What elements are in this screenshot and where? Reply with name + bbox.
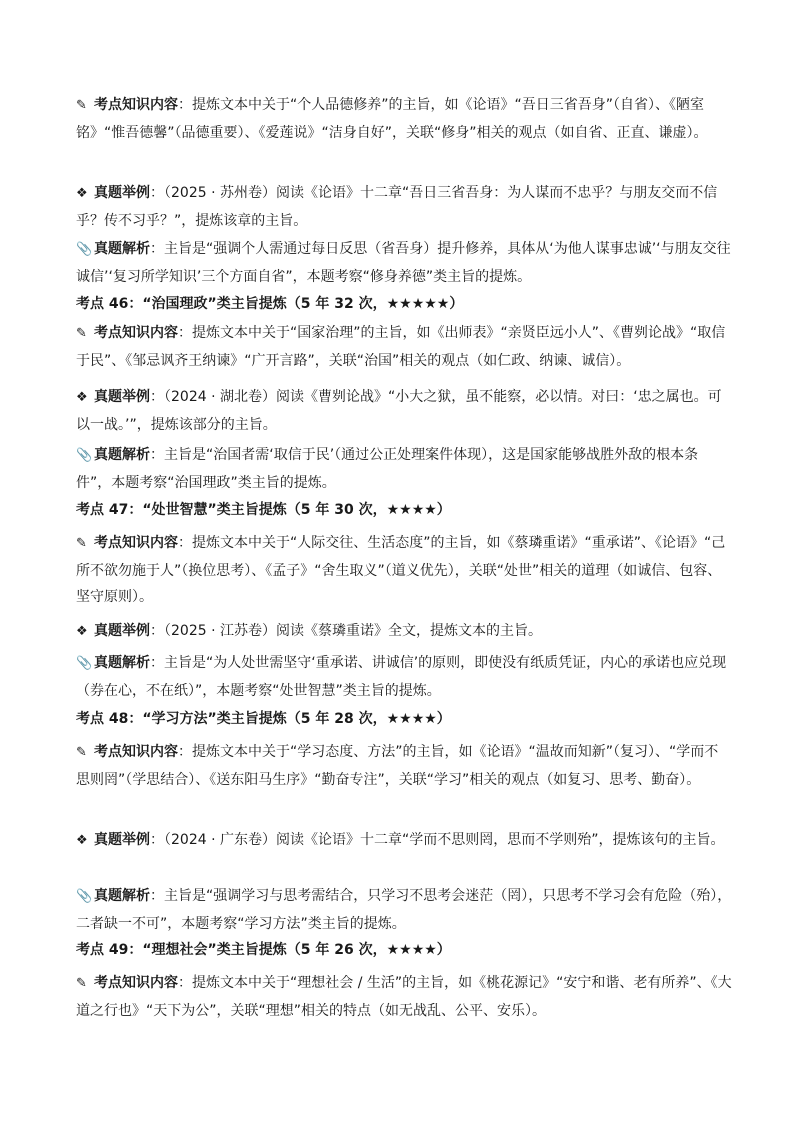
content-paragraph	[76, 530, 732, 611]
analysis-paragraph	[76, 650, 732, 704]
analysis-label: 真题解析	[94, 655, 150, 671]
example-label: 真题举例	[94, 185, 150, 201]
pencil-icon: ✎	[76, 976, 87, 991]
section-heading: 考点 48：“学习方法”类主旨提炼（5 年 28 次，★★★★）	[76, 711, 451, 727]
intro-content-paragraph	[76, 92, 732, 146]
diamond-icon: ❖	[76, 833, 88, 848]
diamond-icon: ❖	[76, 390, 88, 405]
content-label: 考点知识内容	[94, 744, 178, 760]
section-heading: 考点 47：“处世智慧”类主旨提炼（5 年 30 次，★★★★）	[76, 502, 451, 518]
content-label: 考点知识内容	[94, 97, 178, 113]
analysis-label: 真题解析	[94, 241, 150, 257]
intro-example-paragraph	[76, 180, 732, 234]
analysis-text: ：主旨是“强调个人需通过每日反思（省吾身）提升修养，具体从‘为他人谋事忠诚’‘与朋友交往诚信’‘复习所学知识’三个方面自省”，本题考察“修身养德”类主旨的提炼。	[76, 241, 731, 285]
example-label: 真题举例	[94, 623, 150, 639]
analysis-paragraph	[76, 442, 732, 496]
content-text: ：提炼文本中关于“人际交往、生活态度”的主旨，如《蔡璘重诺》“重承诺”、《论语》“己所不欲勿施于人”（换位思考）、《孟子》“舍生取义”（道义优先），关联“处世”相关的道理（如诚信、包容、坚守原则）。	[76, 535, 726, 605]
content-paragraph	[76, 739, 732, 793]
pencil-icon: ✎	[76, 326, 87, 341]
intro-analysis-paragraph	[76, 236, 732, 290]
example-label: 真题举例	[94, 389, 150, 405]
analysis-text: ：主旨是“为人处世需坚守‘重承诺、讲诚信’的原则，即使没有纸质凭证，内心的承诺也应兑现（券在心，不在纸）”，本题考察“处世智慧”类主旨的提炼。	[76, 655, 727, 699]
analysis-label: 真题解析	[94, 888, 150, 904]
example-paragraph	[76, 384, 732, 438]
content-label: 考点知识内容	[94, 975, 178, 991]
example-text: ：（2025 · 苏州卷）阅读《论语》十二章“吾日三省吾身：为人谋而不忠乎？与朋友交而不信乎？传不习乎？”，提炼该章的主旨。	[76, 185, 718, 229]
example-paragraph	[76, 827, 732, 855]
example-label: 真题举例	[94, 832, 150, 848]
paperclip-icon: 📎	[76, 242, 93, 257]
diamond-icon: ❖	[76, 186, 88, 201]
analysis-paragraph	[76, 883, 732, 937]
analysis-label: 真题解析	[94, 447, 150, 463]
pencil-icon: ✎	[76, 745, 87, 760]
analysis-text: ：主旨是“治国者需‘取信于民’（通过公正处理案件体现），这是国家能够战胜外敌的根本条件”，本题考察“治国理政”类主旨的提炼。	[76, 447, 699, 491]
content-text: ：提炼文本中关于“个人品德修养”的主旨，如《论语》“吾日三省吾身”（自省）、《陋室铭》“惟吾德馨”（品德重要）、《爱莲说》“洁身自好”，关联“修身”相关的观点（如自省、正直、谦虚）。	[76, 97, 708, 141]
analysis-text: ：主旨是“强调学习与思考需结合，只学习不思考会迷茫（罔），只思考不学习会有危险（殆），二者缺一不可”，本题考察“学习方法”类主旨的提炼。	[76, 888, 732, 932]
paperclip-icon: 📎	[76, 889, 93, 904]
content-label: 考点知识内容	[94, 325, 178, 341]
example-text: ：（2024 · 湖北卷）阅读《曹刿论战》“小大之狱，虽不能察，必以情。对曰：‘忠之属也。可以一战。’”，提炼该部分的主旨。	[76, 389, 722, 433]
content-text: ：提炼文本中关于“学习态度、方法”的主旨，如《论语》“温故而知新”（复习）、“学而不思则罔”（学思结合）、《送东阳马生序》“勤奋专注”，关联“学习”相关的观点（如复习、思考、勤奋）。	[76, 744, 719, 788]
content-paragraph	[76, 320, 732, 374]
paperclip-icon: 📎	[76, 448, 93, 463]
example-text: ：（2025 · 江苏卷）阅读《蔡璘重诺》全文，提炼文本的主旨。	[150, 623, 542, 639]
example-paragraph	[76, 618, 732, 646]
content-paragraph	[76, 970, 732, 1024]
content-text: ：提炼文本中关于“理想社会 / 生活”的主旨，如《桃花源记》“安宁和谐、老有所养”、《大道之行也》“天下为公”，关联“理想”相关的特点（如无战乱、公平、安乐）。	[76, 975, 732, 1019]
example-text: ：（2024 · 广东卷）阅读《论语》十二章“学而不思则罔，思而不学则殆”，提炼该句的主旨。	[150, 832, 725, 848]
section-heading: 考点 49：“理想社会”类主旨提炼（5 年 26 次，★★★★）	[76, 942, 451, 958]
section-heading: 考点 46：“治国理政”类主旨提炼（5 年 32 次，★★★★★）	[76, 296, 464, 312]
content-text: ：提炼文本中关于“国家治理”的主旨，如《出师表》“亲贤臣远小人”、《曹刿论战》“取信于民”、《邹忌讽齐王纳谏》“广开言路”，关联“治国”相关的观点（如仁政、纳谏、诚信）。	[76, 325, 726, 369]
pencil-icon: ✎	[76, 98, 87, 113]
paperclip-icon: 📎	[76, 656, 93, 671]
content-label: 考点知识内容	[94, 535, 178, 551]
diamond-icon: ❖	[76, 624, 88, 639]
pencil-icon: ✎	[76, 536, 87, 551]
